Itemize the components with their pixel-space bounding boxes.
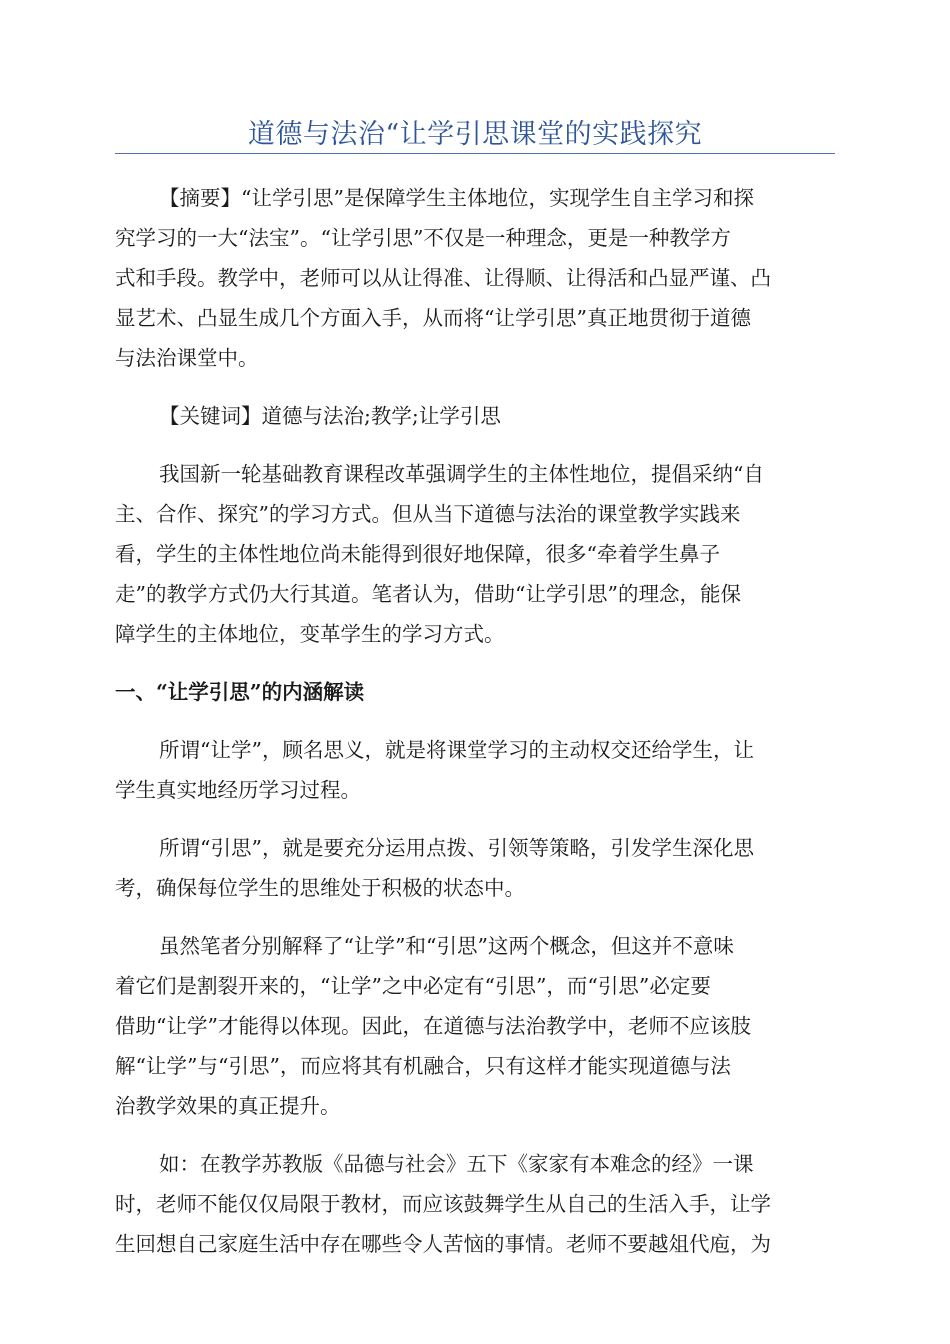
section-heading	[115, 672, 835, 712]
text-line: 借助“让学”才能得以体现。因此，在道德与法治教学中，老师不应该肢	[115, 1014, 751, 1038]
text-line: 与法治课堂中。	[115, 346, 259, 370]
paragraph-gap	[115, 654, 835, 672]
text-line: 着它们是割裂开来的，“让学”之中必定有“引思”，而“引思”必定要	[115, 974, 711, 998]
text-line: 走”的教学方式仍大行其道。笔者认为，借助“让学引思”的理念，能保	[115, 582, 741, 606]
text-line: 时，老师不能仅仅局限于教材，而应该鼓舞学生从自己的生活入手，让学	[115, 1192, 771, 1216]
paragraph-gap	[115, 1126, 835, 1144]
text-line: 学生真实地经历学习过程。	[115, 778, 361, 802]
paragraph	[115, 828, 835, 908]
text-line: 究学习的一大“法宝”。“让学引思”不仅是一种理念，更是一种教学方	[115, 226, 731, 250]
paragraph	[115, 1144, 835, 1264]
text-line: 所谓“让学”，顾名思义，就是将课堂学习的主动权交还给学生，让	[159, 738, 754, 762]
text-line: 【关键词】道德与法治;教学;让学引思	[159, 404, 501, 428]
document-body	[115, 178, 835, 1264]
text-line: 一、“让学引思”的内涵解读	[115, 680, 365, 704]
paragraph	[115, 396, 835, 436]
paragraph	[115, 178, 835, 378]
paragraph	[115, 454, 835, 654]
paragraph	[115, 730, 835, 810]
paragraph-gap	[115, 810, 835, 828]
paragraph-gap	[115, 378, 835, 396]
text-line: 考，确保每位学生的思维处于积极的状态中。	[115, 876, 525, 900]
text-line: 式和手段。教学中，老师可以从让得准、让得顺、让得活和凸显严谨、凸	[115, 266, 771, 290]
text-line: 解“让学”与“引思”，而应将其有机融合，只有这样才能实现道德与法	[115, 1054, 731, 1078]
text-line: 显艺术、凸显生成几个方面入手，从而将“让学引思”真正地贯彻于道德	[115, 306, 751, 330]
title-underline	[115, 153, 835, 154]
paragraph-gap	[115, 712, 835, 730]
text-line: 【摘要】“让学引思”是保障学生主体地位，实现学生自主学习和探	[159, 186, 754, 210]
document-title: 道德与法治“让学引思课堂的实践探究	[247, 119, 703, 150]
paragraph-gap	[115, 908, 835, 926]
text-line: 障学生的主体地位，变革学生的学习方式。	[115, 622, 505, 646]
paragraph-gap	[115, 436, 835, 454]
text-line: 所谓“引思”，就是要充分运用点拨、引领等策略，引发学生深化思	[159, 836, 754, 860]
text-line: 生回想自己家庭生活中存在哪些令人苦恼的事情。老师不要越俎代庖，为	[115, 1232, 771, 1256]
text-line: 主、合作、探究”的学习方式。但从当下道德与法治的课堂教学实践来	[115, 502, 741, 526]
text-line: 治教学效果的真正提升。	[115, 1094, 341, 1118]
text-line: 看，学生的主体性地位尚未能得到很好地保障，很多“牵着学生鼻子	[115, 542, 720, 566]
paragraph	[115, 926, 835, 1126]
text-line: 我国新一轮基础教育课程改革强调学生的主体性地位，提倡采纳“自	[159, 462, 764, 486]
text-line: 虽然笔者分别解释了“让学”和“引思”这两个概念，但这并不意味	[159, 934, 734, 958]
text-line: 如：在教学苏教版《品德与社会》五下《家家有本难念的经》一课	[159, 1152, 754, 1176]
